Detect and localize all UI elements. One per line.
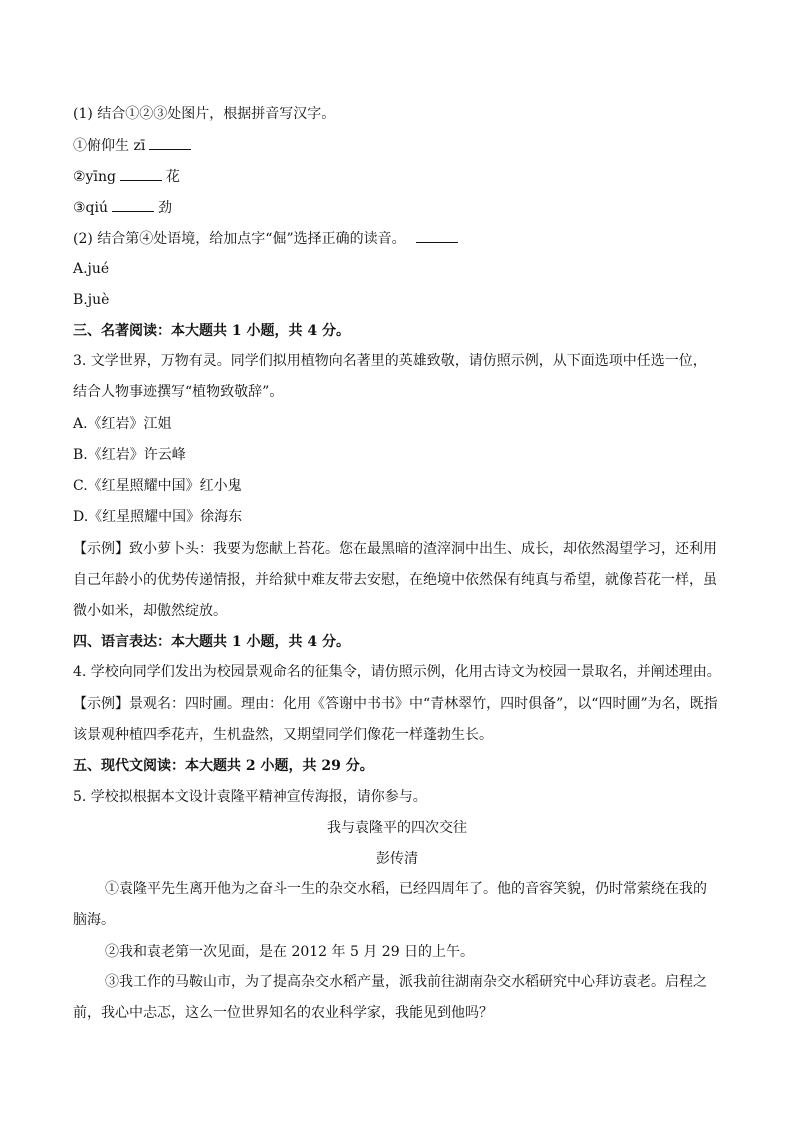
q2-sub2-text: (2) 结合第④处语境，给加点字“倔”选择正确的读音。 <box>73 231 406 247</box>
answer-blank <box>120 166 162 181</box>
q2-item3-prefix: ③qiú <box>73 200 109 216</box>
answer-blank <box>416 228 458 243</box>
article-author: 彭传清 <box>376 851 418 867</box>
q2-item3 <box>73 197 723 218</box>
q2-item1-text: ①俯仰生 zī <box>73 138 146 154</box>
q2-item1 <box>73 135 723 156</box>
section3-heading: 三、名著阅读：本大题共 1 小题，共 4 分。 <box>73 323 350 339</box>
q3-option-d: D.《红星照耀中国》徐海东 <box>73 509 243 525</box>
q4-example: 【示例】景观名：四时圃。理由：化用《答谢中书书》中“青林翠竹，四时俱备”，以“四时圃”为名，既指该景观种植四季花卉，生机盎然，又期望同学们像花一样蓬勃生长。 <box>73 696 718 743</box>
section4-heading: 四、语言表达：本大题共 1 小题，共 4 分。 <box>73 634 350 650</box>
q3-option-b: B.《红岩》许云峰 <box>73 447 186 463</box>
section5-heading: 五、现代文阅读：本大题共 2 小题，共 29 分。 <box>73 758 374 774</box>
q2-option-a: A.jué <box>73 261 110 277</box>
answer-blank <box>112 197 154 212</box>
q4-text: 4. 学校向同学们发出为校园景观命名的征集令，请仿照示例，化用古诗文为校园一景取名，并阐述理由。 <box>73 664 721 680</box>
q2-option-b: B.juè <box>73 292 110 308</box>
q2-item2-prefix: ②yīng <box>73 169 116 185</box>
article-paragraph-2: ②我和袁老第一次见面，是在 2012 年 5 月 29 日的上午。 <box>105 944 475 960</box>
q2-sub2 <box>73 228 723 249</box>
article-paragraph-3: ③我工作的马鞍山市，为了提高杂交水稻产量，派我前往湖南杂交水稻研究中心拜访袁老。启程之前，我心中忐忑，这么一位世界知名的农业科学家，我能见到他吗？ <box>73 974 707 1021</box>
article-title: 我与袁隆平的四次交往 <box>327 820 467 836</box>
q2-item3-suffix: 劲 <box>158 200 173 216</box>
q3-text: 3. 文学世界，万物有灵。同学们拟用植物向名著里的英雄致敬，请仿照示例，从下面选项中任选一位，结合人物事迹撰写“植物致敬辞”。 <box>73 353 707 400</box>
article-paragraph-1: ①袁隆平先生离开他为之奋斗一生的杂交水稻，已经四周年了。他的音容笑貌，仍时常萦绕在我的脑海。 <box>73 881 707 928</box>
q3-example: 【示例】致小萝卜头：我要为您献上苔花。您在最黑暗的渣滓洞中出生、成长，却依然渴望学习，还利用自己年龄小的优势传递情报，并给狱中难友带去安慰，在绝境中依然保有纯真与希望，就像苔花一样，虽微小如米，却傲然绽放。 <box>73 541 717 619</box>
q3-option-a: A.《红岩》江姐 <box>73 416 172 432</box>
q2-item2 <box>73 166 723 187</box>
answer-blank <box>149 135 191 150</box>
q3-option-c: C.《红星照耀中国》红小鬼 <box>73 478 242 494</box>
q2-item2-suffix: 花 <box>165 169 180 185</box>
q2-sub1: (1) 结合①②③处图片，根据拼音写汉字。 <box>73 106 336 122</box>
q5-text: 5. 学校拟根据本文设计袁隆平精神宣传海报，请你参与。 <box>73 789 427 805</box>
